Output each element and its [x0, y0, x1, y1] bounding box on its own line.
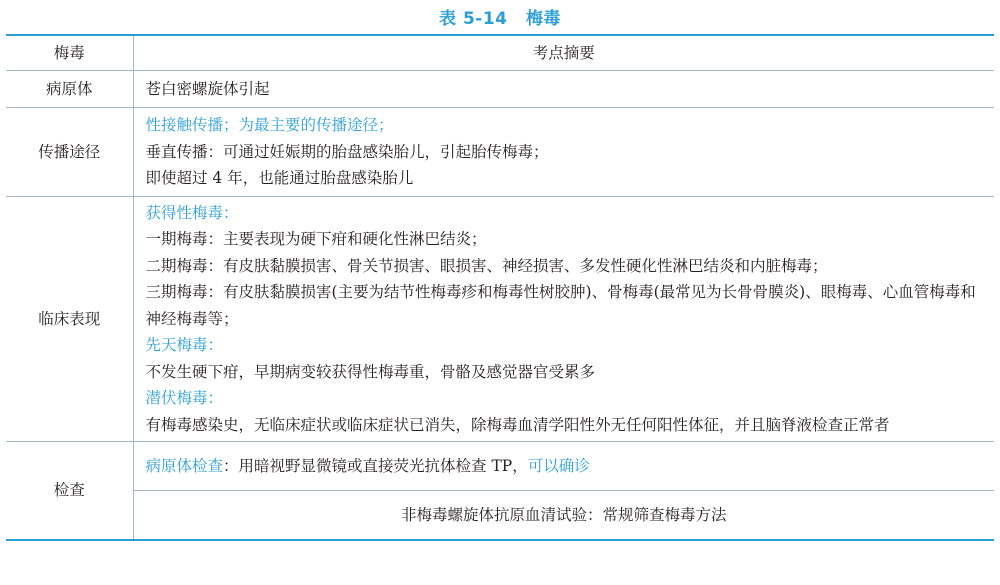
row-pathogen: [6, 71, 994, 108]
exam-item-1-mid: ：用暗视野显微镜或直接荧光抗体检查 TP，: [223, 456, 528, 475]
transmission-content: [133, 108, 994, 197]
stage1-text: 一期梅毒：主要表现为硬下疳和硬化性淋巴结炎；: [145, 230, 487, 248]
latent-heading: 潜伏梅毒：: [145, 389, 224, 407]
exam-item-1-lead: 病原体检查: [145, 456, 224, 475]
acquired-heading: 获得性梅毒：: [145, 203, 239, 222]
table-number: 表 5-14: [439, 9, 508, 29]
exam-label: 检查: [6, 442, 133, 541]
row-exam-1: [6, 442, 994, 491]
exam-item-1-tail: 可以确诊: [527, 456, 590, 475]
pathogen-label: 病原体: [6, 71, 133, 108]
latent-text: 有梅毒感染史，无临床症状或临床症状已消失，除梅毒血清学阳性外无任何阳性体征，并且脑脊液检查正常者: [145, 415, 890, 434]
row-transmission: [6, 108, 994, 197]
exam-item-1: [133, 442, 994, 491]
transmission-line-2: 垂直传播：可通过妊娠期的胎盘感染胎儿，引起胎传梅毒；: [145, 142, 549, 161]
clinical-content: [133, 196, 994, 442]
congenital-heading: 先天梅毒：: [145, 336, 224, 354]
pathogen-text: 苍白密螺旋体引起: [133, 71, 994, 108]
row-clinical: [6, 196, 994, 442]
table-name: 梅毒: [525, 9, 561, 29]
stage2-text: 二期梅毒：有皮肤黏膜损害、骨关节损害、眼损害、神经损害、多发性硬化性淋巴结炎和内脏梅毒；: [145, 256, 828, 275]
syphilis-table: [6, 34, 994, 541]
transmission-line-3: 即使超过 4 年，也能通过胎盘感染胎儿: [145, 169, 414, 187]
header-disease: 梅毒: [6, 35, 133, 71]
stage3-text: 三期梅毒：有皮肤黏膜损害(主要为结节性梅毒疹和梅毒性树胶肿)、骨梅毒(最常见为长骨骨膜炎)、眼梅毒、心血管梅毒和神经梅毒等；: [145, 283, 976, 328]
table-title: [0, 4, 1000, 29]
exam-item-2: 非梅毒螺旋体抗原血清试验：常规筛查梅毒方法: [133, 491, 994, 541]
transmission-label: 传播途径: [6, 108, 133, 197]
congenital-text: 不发生硬下疳，早期病变较获得性梅毒重，骨骼及感觉器官受累多: [145, 362, 596, 381]
transmission-line-1: 性接触传播；为最主要的传播途径；: [145, 116, 394, 134]
header-row: [6, 35, 994, 71]
row-exam-2: [6, 491, 994, 541]
header-summary: 考点摘要: [133, 35, 994, 71]
clinical-label: 临床表现: [6, 196, 133, 442]
